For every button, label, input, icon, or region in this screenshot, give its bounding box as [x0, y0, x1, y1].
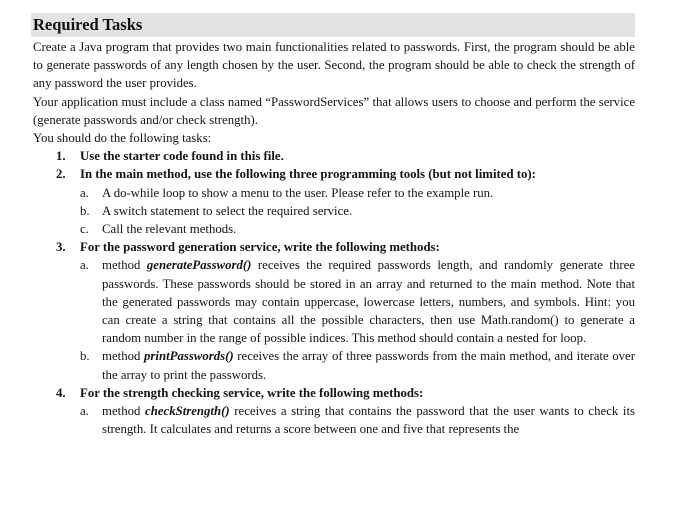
subtask-description: receives a string that contains the password that the user wants to check its strength. It calculates and returns a score between one and five that represents the	[102, 404, 635, 437]
subtask-3a	[31, 256, 635, 347]
subtask-3b	[31, 347, 635, 383]
subtask-2a	[31, 184, 635, 202]
task-text: In the main method, use the following three programming tools (but not limited to):	[80, 167, 536, 182]
subtask-letter: b.	[80, 349, 90, 364]
method-name: generatePassword()	[146, 258, 252, 273]
document-page	[31, 13, 635, 438]
subtask-description: receives the required passwords length, and randomly generate three passwords. These passwords should be stored in an array and returned to the main method. Note that the generated passwords may contain uppercase, lowercase letters, numbers, and symbols. Hint: you can create a string that contains all the possible characters, then use Math.random() to generate a random number in the range of possible indices. This method should contain a nested for loop.	[102, 258, 635, 346]
intro-paragraph-1: Create a Java program that provides two main functionalities related to passwords. First, the program should be able to generate passwords of any length chosen by the user. Second, the program should be able to check the strength of any password the user provides.	[33, 40, 635, 91]
subtask-2c	[31, 220, 635, 238]
task-item-3	[31, 238, 635, 256]
task-number: 1.	[56, 149, 66, 164]
subtask-text: A switch statement to select the required service.	[102, 203, 353, 218]
task-text: For the password generation service, write the following methods:	[80, 240, 440, 255]
subtask-prefix: method	[102, 404, 146, 419]
task-number: 2.	[56, 167, 66, 182]
subtask-text: Call the relevant methods.	[102, 222, 237, 237]
task-item-1	[31, 147, 635, 165]
subtask-text	[102, 347, 635, 383]
task-number: 4.	[56, 385, 66, 400]
subtask-letter: c.	[80, 222, 89, 237]
subtask-letter: a.	[80, 185, 89, 200]
task-text: For the strength checking service, write the following methods:	[80, 385, 424, 400]
subtask-4a	[31, 402, 635, 438]
section-title: Required Tasks	[31, 13, 635, 37]
task-item-2	[31, 165, 635, 183]
intro-paragraph-3: You should do the following tasks:	[33, 131, 212, 146]
task-item-4	[31, 384, 635, 402]
subtask-text: A do-while loop to show a menu to the user. Please refer to the example run.	[102, 185, 494, 200]
subtask-letter: b.	[80, 203, 90, 218]
subtask-2b	[31, 202, 635, 220]
subtask-text	[102, 402, 635, 438]
subtask-description: receives the array of three passwords from the main method, and iterate over the array to print the passwords.	[102, 349, 635, 382]
method-name: checkStrength()	[145, 404, 230, 419]
intro-paragraph-2: Your application must include a class named “PasswordServices” that allows users to choose and perform the service (generate passwords and/or check strength).	[33, 94, 635, 127]
method-name: printPasswords()	[144, 349, 234, 364]
subtask-prefix: method	[102, 349, 145, 364]
subtask-prefix: method	[102, 258, 147, 273]
subtask-letter: a.	[80, 258, 89, 273]
task-number: 3.	[56, 240, 66, 255]
task-text: Use the starter code found in this file.	[80, 149, 284, 164]
subtask-text	[102, 256, 635, 347]
task-list	[31, 147, 635, 438]
subtask-letter: a.	[80, 404, 89, 419]
